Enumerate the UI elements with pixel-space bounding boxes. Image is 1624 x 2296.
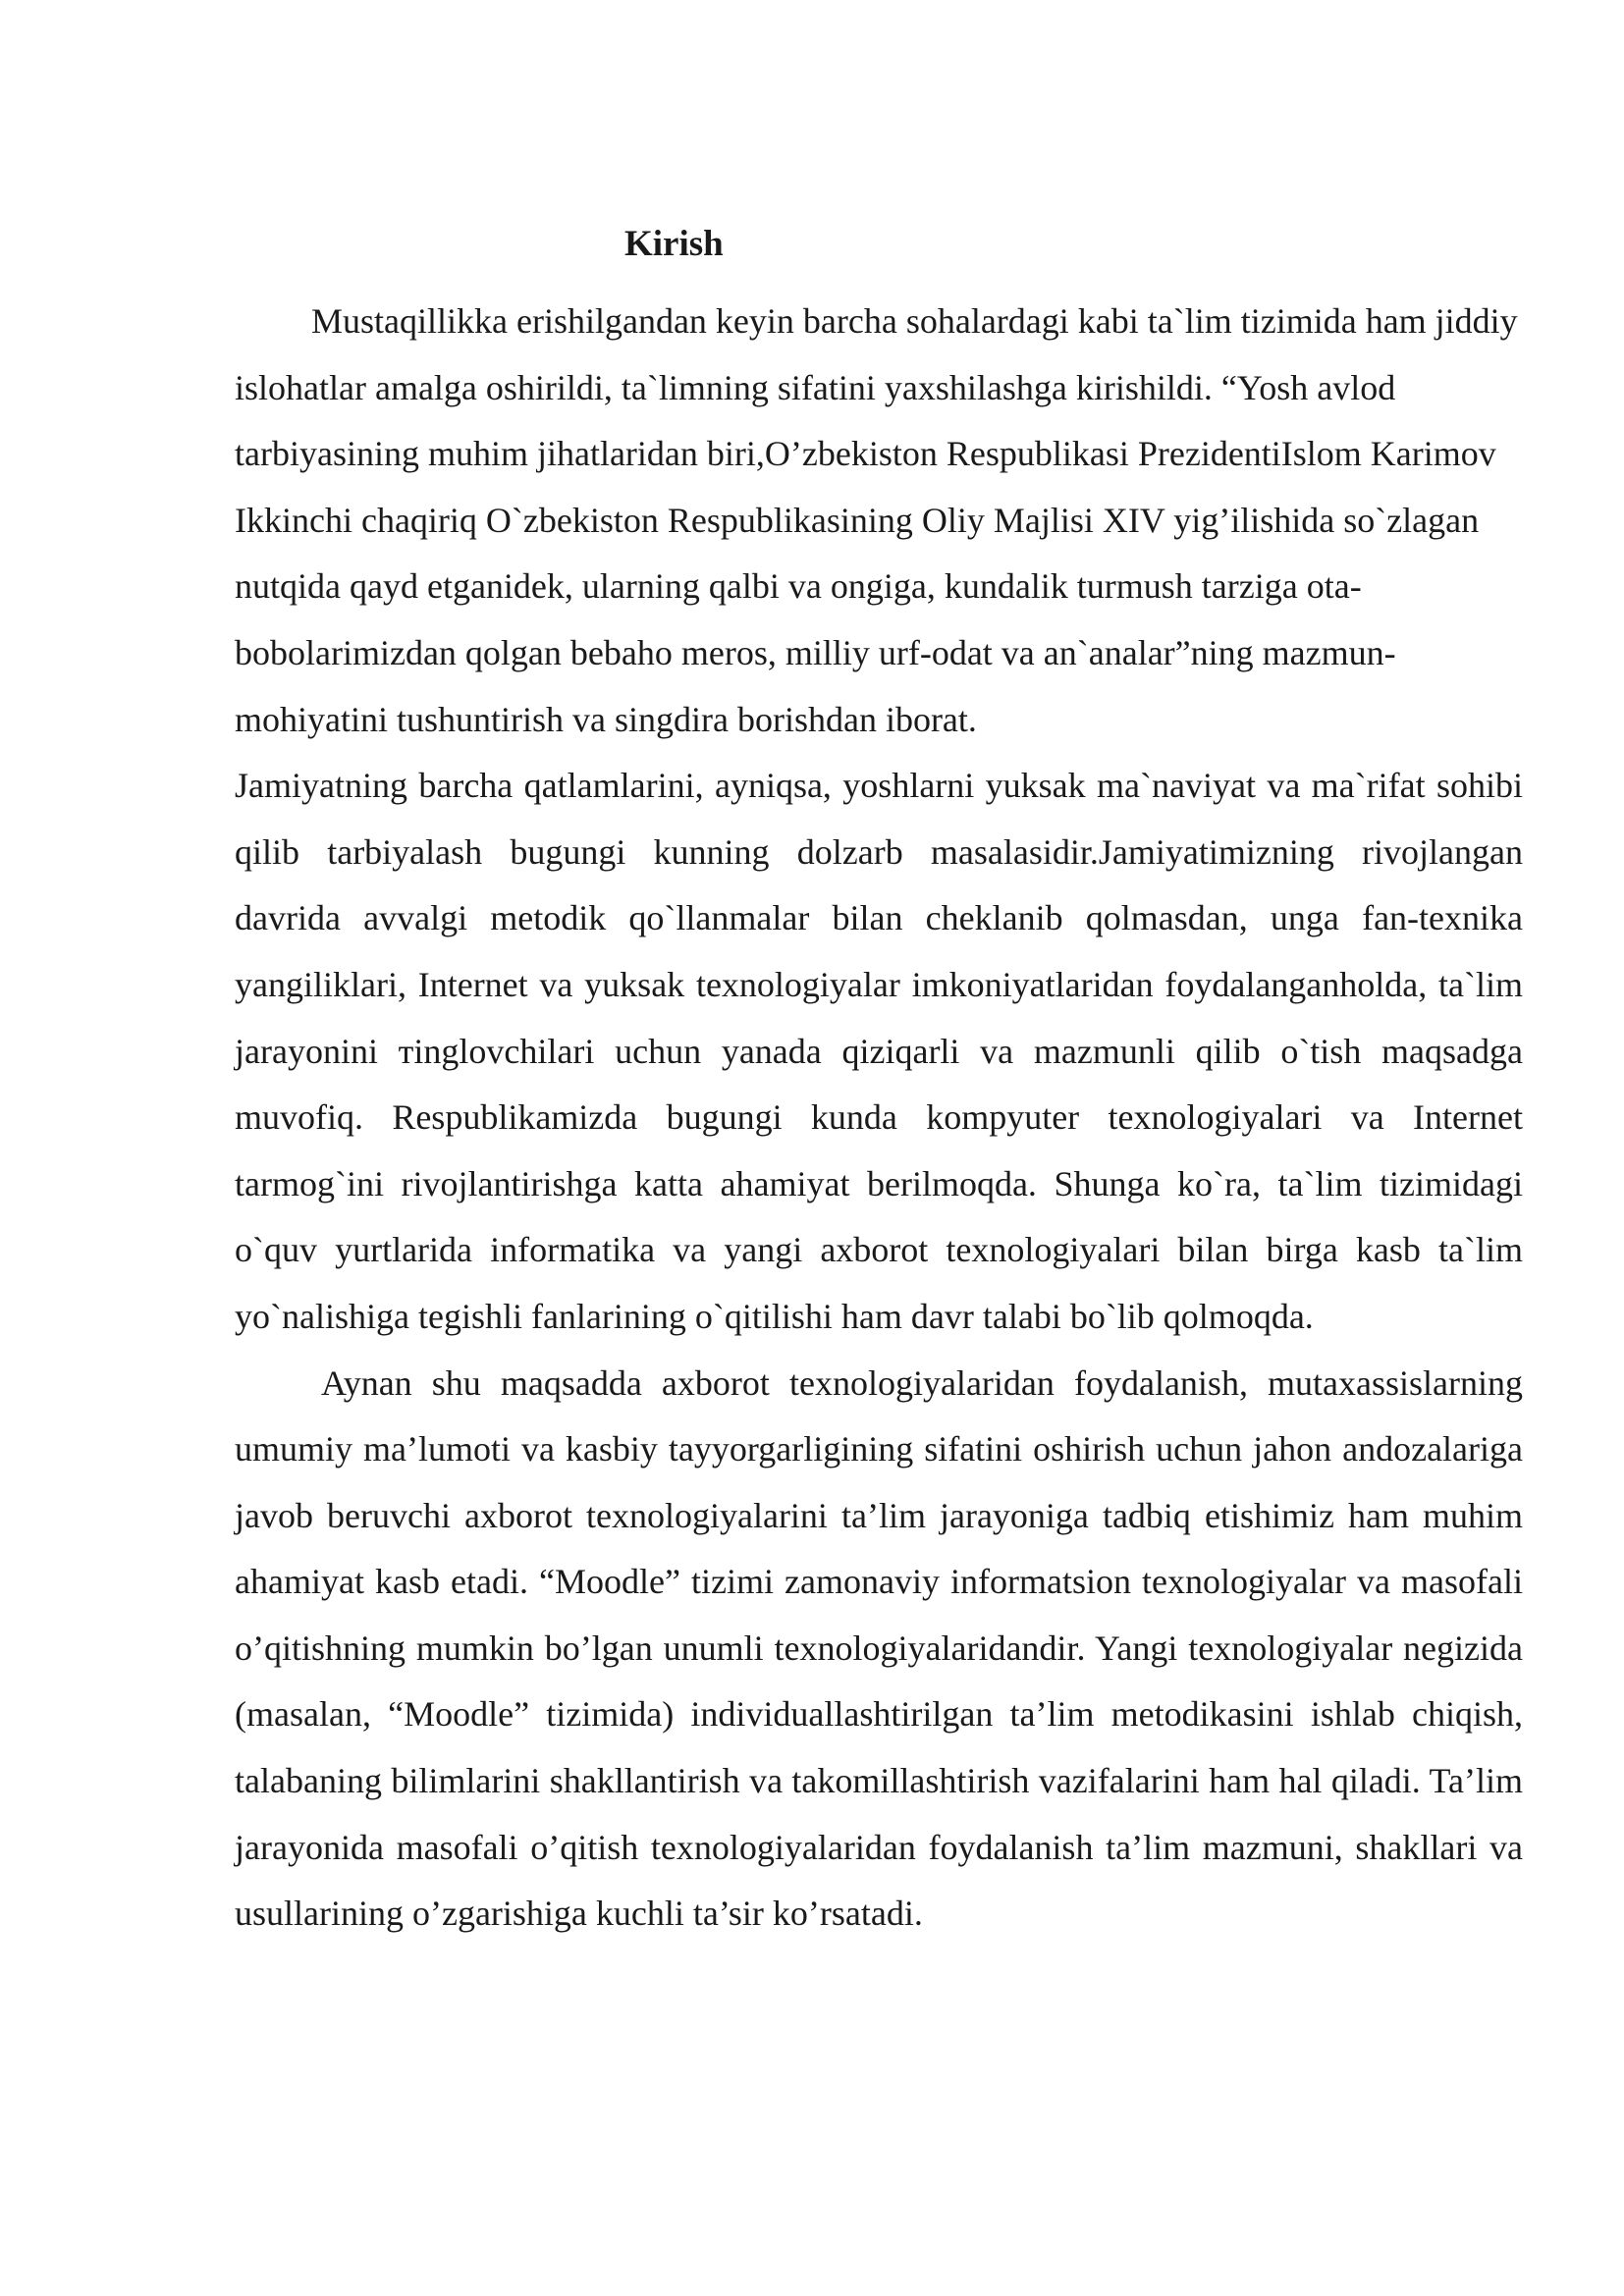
paragraph-2: Jamiyatning barcha qatlamlarini, ayniqsa, yoshlarni yuksak ma`naviyat va ma`rifat sohibi qilib tarbiyalash bugungi kunning dolzarb masalasidir.Jamiyatimizning rivojlangan davrida avvalgi metodik qo`llanmalar bilan cheklanib qolmasdan, unga fan-texnika yangiliklari, Internet va yuksak texnologiyalar imkoniyatlaridan foydalanganholda, ta`lim jarayonini тinglovchilari uchun yanada qiziqarli va mazmunli qilib o`tish maqsadga muvofiq. Respublikamizda bugungi kunda kompyuter texnologiyalari va Internet tarmog`ini rivojlantirishga katta ahamiyat berilmoqda. Shunga ko`ra, ta`lim tizimidagi o`quv yurtlarida informatika va yangi axborot texnologiyalari bilan birga kasb ta`lim yo`nalishiga tegishli fanlarining o`qitilishi ham davr talabi bo`lib qolmoqda. [235,766,1523,1336]
document-title: Kirish [624,224,724,264]
paragraph-1: Mustaqillikka erishilgandan keyin barcha sohalardagi kabi ta`lim tizimida ham jiddiy islohatlar amalga oshirildi, ta`limning sifatini yaxshilashga kirishildi. “Yosh avlod tarbiyasining muhim jihatlaridan biri,O’zbekiston Respublikasi PrezidentiIslom Karimov Ikkinchi chaqiriq O`zbekiston Respublikasining Oliy Majlisi XIV yig’ilishida so`zlagan nutqida qayd etganidek, ularning qalbi va ongiga, kundalik turmush tarziga ota-bobolarimizdan qolgan bebaho meros, milliy urf-odat va an`analar”ning mazmun-mohiyatini tushuntirish va singdira borishdan iborat. [235,301,1518,739]
document-body [235,289,1523,1948]
paragraph-3: Aynan shu maqsadda axborot texnologiyalaridan foydalanish, mutaxassislarning umumiy ma’lumoti va kasbiy tayyorgarligining sifatini oshirish uchun jahon andozalariga javob beruvchi axborot texnologiyalarini ta’lim jarayoniga tadbiq etishimiz ham muhim ahamiyat kasb etadi. “Moodle” tizimi zamonaviy informatsion texnologiyalar va masofali o’qitishning mumkin bo’lgan unumli texnologiyalaridandir. Yangi texnologiyalar negizida (masalan, “Moodle” tizimida) individuallashtirilgan ta’lim metodikasini ishlab chiqish, talabaning bilimlarini shakllantirish va takomillashtirish vazifalarini ham hal qiladi. Ta’lim jarayonida masofali o’qitish texnologiyalaridan foydalanish ta’lim mazmuni, shakllari va usullarining o’zgarishiga kuchli ta’sir ko’rsatadi. [235,1362,1523,1934]
